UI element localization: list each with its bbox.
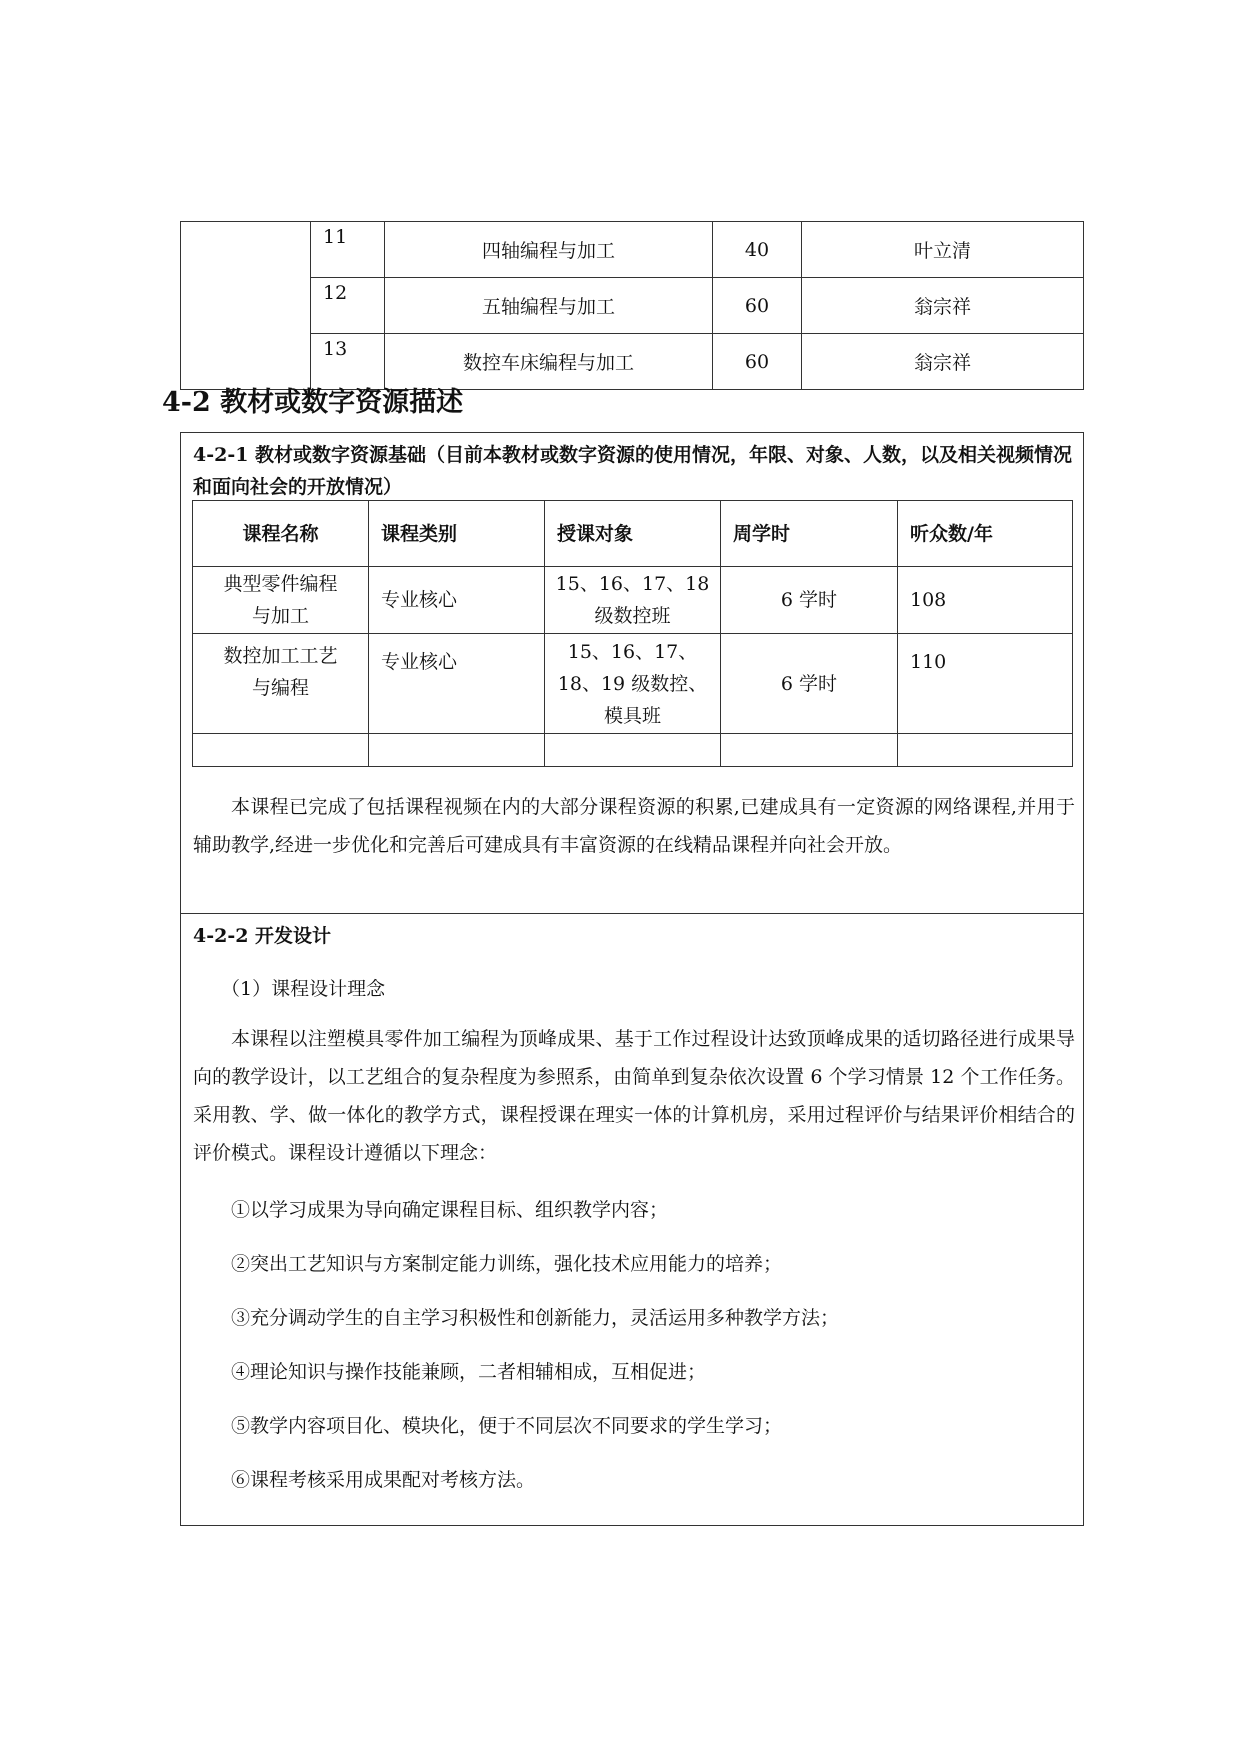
course-name: 五轴编程与加工 <box>385 278 713 334</box>
audience: 110 <box>898 634 1073 734</box>
principle-item: ③充分调动学生的自主学习积极性和创新能力，灵活运用多种教学方法； <box>231 1307 840 1329</box>
table-row <box>193 634 1073 734</box>
s422-title: 4-2-2 开发设计 <box>193 925 332 947</box>
weekly-hours: 6 学时 <box>721 634 898 734</box>
target: 15、16、17、18级数控班 <box>545 567 721 634</box>
course-name: 数控车床编程与加工 <box>385 334 713 390</box>
s421-title: 4-2-1 教材或数字资源基础（目前本教材或数字资源的使用情况，年限、对象、人数，以及相关视频情况和面向社会的开放情况） <box>193 444 1073 498</box>
header-course-type: 课程类别 <box>369 501 545 567</box>
s421-paragraph: 本课程已完成了包括课程视频在内的大部分课程资源的积累,已建成具有一定资源的网络课程,并用于辅助教学,经进一步优化和完善后可建成具有丰富资源的在线精品课程并向社会开放。 <box>193 796 1075 856</box>
teacher: 叶立清 <box>802 222 1084 278</box>
row-number: 13 <box>311 334 385 390</box>
course-name: 四轴编程与加工 <box>385 222 713 278</box>
audience: 108 <box>898 567 1073 634</box>
empty-cell <box>898 734 1073 767</box>
principle-item: ④理论知识与操作技能兼顾，二者相辅相成，互相促进； <box>231 1361 707 1383</box>
weekly-hours: 6 学时 <box>721 567 898 634</box>
empty-cell <box>369 734 545 767</box>
resource-description-box <box>180 432 1084 1526</box>
header-weekly-hours: 周学时 <box>721 501 898 567</box>
empty-cell <box>545 734 721 767</box>
s422-paragraph: 本课程以注塑模具零件加工编程为顶峰成果、基于工作过程设计达致顶峰成果的适切路径进行成果导向的教学设计，以工艺组合的复杂程度为参照系，由简单到复杂依次设置 6 个学习情景 12 个工作任务。采用教、学、做一体化的教学方式，课程授课在理实一体的计算机房，采用过程评价与结果评价相结合的评价模式。课程设计遵循以下理念： <box>193 1028 1075 1164</box>
hours: 60 <box>713 334 802 390</box>
header-course-name: 课程名称 <box>193 501 369 567</box>
principle-item: ⑥课程考核采用成果配对考核方法。 <box>231 1469 536 1491</box>
section-title: 4-2 教材或数字资源描述 <box>162 387 464 418</box>
course-type: 专业核心 <box>369 567 545 634</box>
table-row-empty <box>193 734 1073 767</box>
table-row <box>193 567 1073 634</box>
course-type: 专业核心 <box>369 634 545 734</box>
empty-cell <box>721 734 898 767</box>
hours: 60 <box>713 278 802 334</box>
row-number: 11 <box>311 222 385 278</box>
hours: 40 <box>713 222 802 278</box>
principle-item: ⑤教学内容项目化、模块化，便于不同层次不同要求的学生学习； <box>231 1415 783 1437</box>
teacher: 翁宗祥 <box>802 334 1084 390</box>
table-row <box>181 278 1084 334</box>
course-usage-table <box>192 500 1073 767</box>
merged-cell <box>181 222 311 390</box>
header-audience: 听众数/年 <box>898 501 1073 567</box>
course-teacher-table <box>180 221 1084 390</box>
course-name: 典型零件编程与加工 <box>193 567 369 634</box>
table-row <box>181 222 1084 278</box>
s422-subtitle: （1）课程设计理念 <box>221 978 386 1000</box>
divider <box>181 913 1083 914</box>
row-number: 12 <box>311 278 385 334</box>
target: 15、16、17、18、19 级数控、模具班 <box>545 634 721 734</box>
table-header-row <box>193 501 1073 567</box>
principle-item: ①以学习成果为导向确定课程目标、组织教学内容； <box>231 1199 669 1221</box>
header-target: 授课对象 <box>545 501 721 567</box>
principle-item: ②突出工艺知识与方案制定能力训练，强化技术应用能力的培养； <box>231 1253 783 1275</box>
teacher: 翁宗祥 <box>802 278 1084 334</box>
course-name: 数控加工工艺与编程 <box>193 634 369 734</box>
empty-cell <box>193 734 369 767</box>
